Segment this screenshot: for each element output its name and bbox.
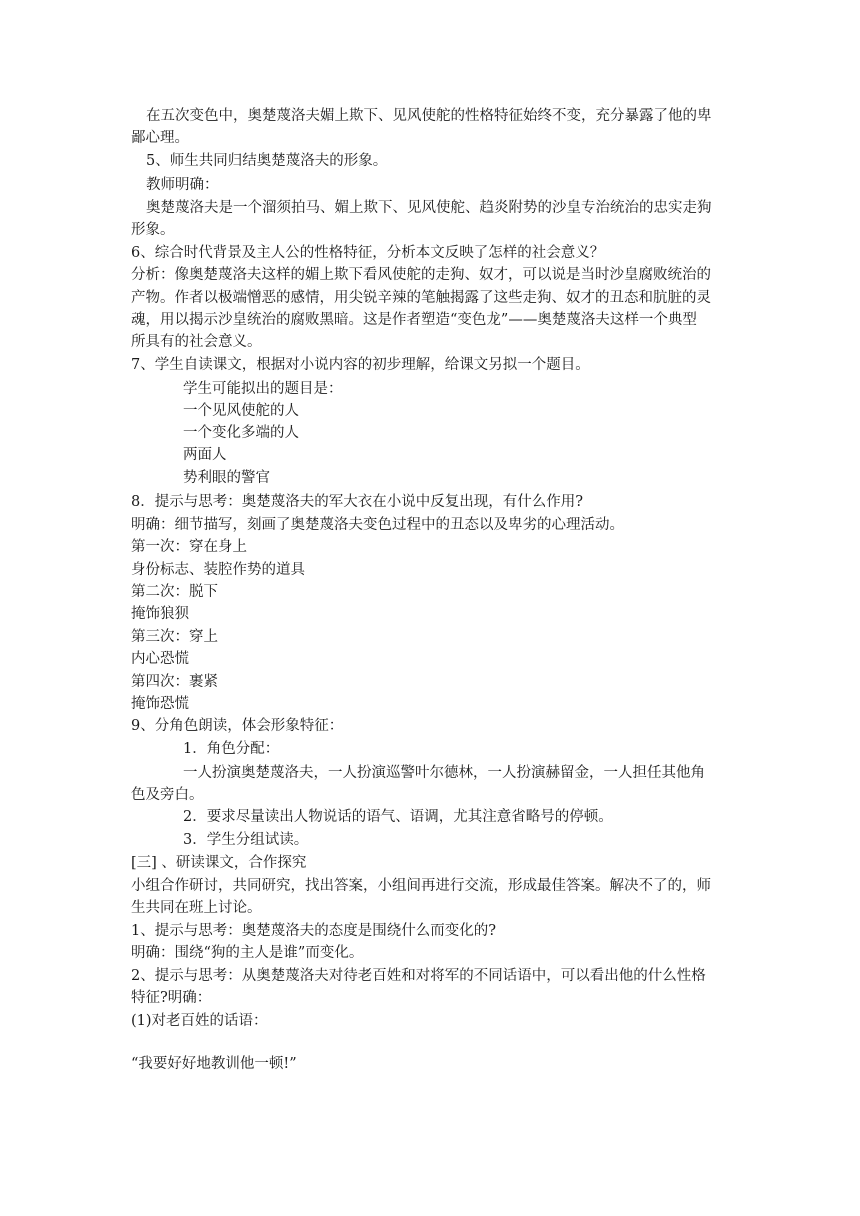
- text-line: 第二次：脱下: [131, 584, 218, 600]
- text-line: 明确：细节描写，刻画了奥楚蔑洛夫变色过程中的丑态以及卑劣的心理活动。: [131, 517, 624, 533]
- text-line: 一个见风使舵的人: [183, 403, 299, 419]
- text-line: 魂，用以揭示沙皇统治的腐败黑暗。这是作者塑造“变色龙”——奥楚蔑洛夫这样一个典型: [131, 312, 697, 328]
- text-line: 第四次：裹紧: [131, 674, 218, 690]
- text-line: 1、提示与思考：奥楚蔑洛夫的态度是围绕什么而变化的?: [131, 923, 496, 939]
- text-line: 在五次变色中，奥楚蔑洛夫媚上欺下、见风使舵的性格特征始终不变，充分暴露了他的卑: [146, 108, 712, 124]
- text-line: 一个变化多端的人: [183, 425, 299, 441]
- text-line: 小组合作研讨，共同研究，找出答案，小组间再进行交流，形成最佳答案。解决不了的，师: [131, 878, 711, 894]
- text-line: 学生可能拟出的题目是：: [183, 381, 343, 397]
- text-line: [三] 、研读课文，合作探究: [131, 855, 307, 871]
- text-line: 2、提示与思考：从奥楚蔑洛夫对待老百姓和对将军的不同话语中，可以看出他的什么性格: [131, 968, 706, 984]
- text-line: 7、学生自读课文，根据对小说内容的初步理解，给课文另拟一个题目。: [131, 357, 590, 373]
- text-line: 1．角色分配：: [183, 741, 280, 757]
- text-line: 所具有的社会意义。: [131, 334, 262, 350]
- text-line: 特征?明确：: [131, 990, 212, 1006]
- text-line: 分析：像奥楚蔑洛夫这样的媚上欺下看风使舵的走狗、奴才，可以说是当时沙皇腐败统治的: [131, 267, 711, 283]
- text-line: 6、综合时代背景及主人公的性格特征，分析本文反映了怎样的社会意义？: [131, 245, 605, 261]
- text-line: 生共同在班上讨论。: [131, 900, 262, 916]
- text-line: 9、分角色朗读，体会形象特征：: [131, 718, 344, 734]
- text-line: (1)对老百姓的话语：: [131, 1013, 268, 1029]
- text-line: 一人扮演奥楚蔑洛夫，一人扮演巡警叶尔德林，一人扮演赫留金，一人担任其他角: [183, 765, 705, 781]
- text-line: 第三次：穿上: [131, 629, 218, 645]
- text-line: “我要好好地教训他一顿!”: [131, 1056, 297, 1072]
- text-line: 两面人: [183, 447, 227, 463]
- text-line: 教师明确：: [146, 177, 219, 193]
- text-line: 明确：围绕“狗的主人是谁”而变化。: [131, 945, 364, 961]
- text-line: 8．提示与思考：奥楚蔑洛夫的军大衣在小说中反复出现，有什么作用?: [131, 494, 583, 510]
- text-line: 产物。作者以极端憎恶的感情，用尖锐辛辣的笔触揭露了这些走狗、奴才的丑态和肮脏的灵: [131, 290, 711, 306]
- text-line: 2．要求尽量读出人物说话的语气、语调，尤其注意省略号的停顿。: [183, 809, 613, 825]
- text-line: 3．学生分组试读。: [183, 832, 309, 848]
- text-line: 身份标志、装腔作势的道具: [131, 562, 305, 578]
- text-line: 形象。: [131, 222, 175, 238]
- text-line: 色及旁白。: [131, 787, 204, 803]
- text-line: 5、师生共同归结奥楚蔑洛夫的形象。: [146, 153, 388, 169]
- text-line: 内心恐慌: [131, 651, 189, 667]
- text-line: 掩饰恐慌: [131, 696, 189, 712]
- text-line: 第一次：穿在身上: [131, 539, 247, 555]
- text-line: 势利眼的警官: [183, 470, 270, 486]
- text-line: 奥楚蔑洛夫是一个溜须拍马、媚上欺下、见风使舵、趋炎附势的沙皇专治统治的忠实走狗: [146, 200, 712, 216]
- text-line: 掩饰狼狈: [131, 606, 189, 622]
- text-line: 鄙心理。: [131, 130, 189, 146]
